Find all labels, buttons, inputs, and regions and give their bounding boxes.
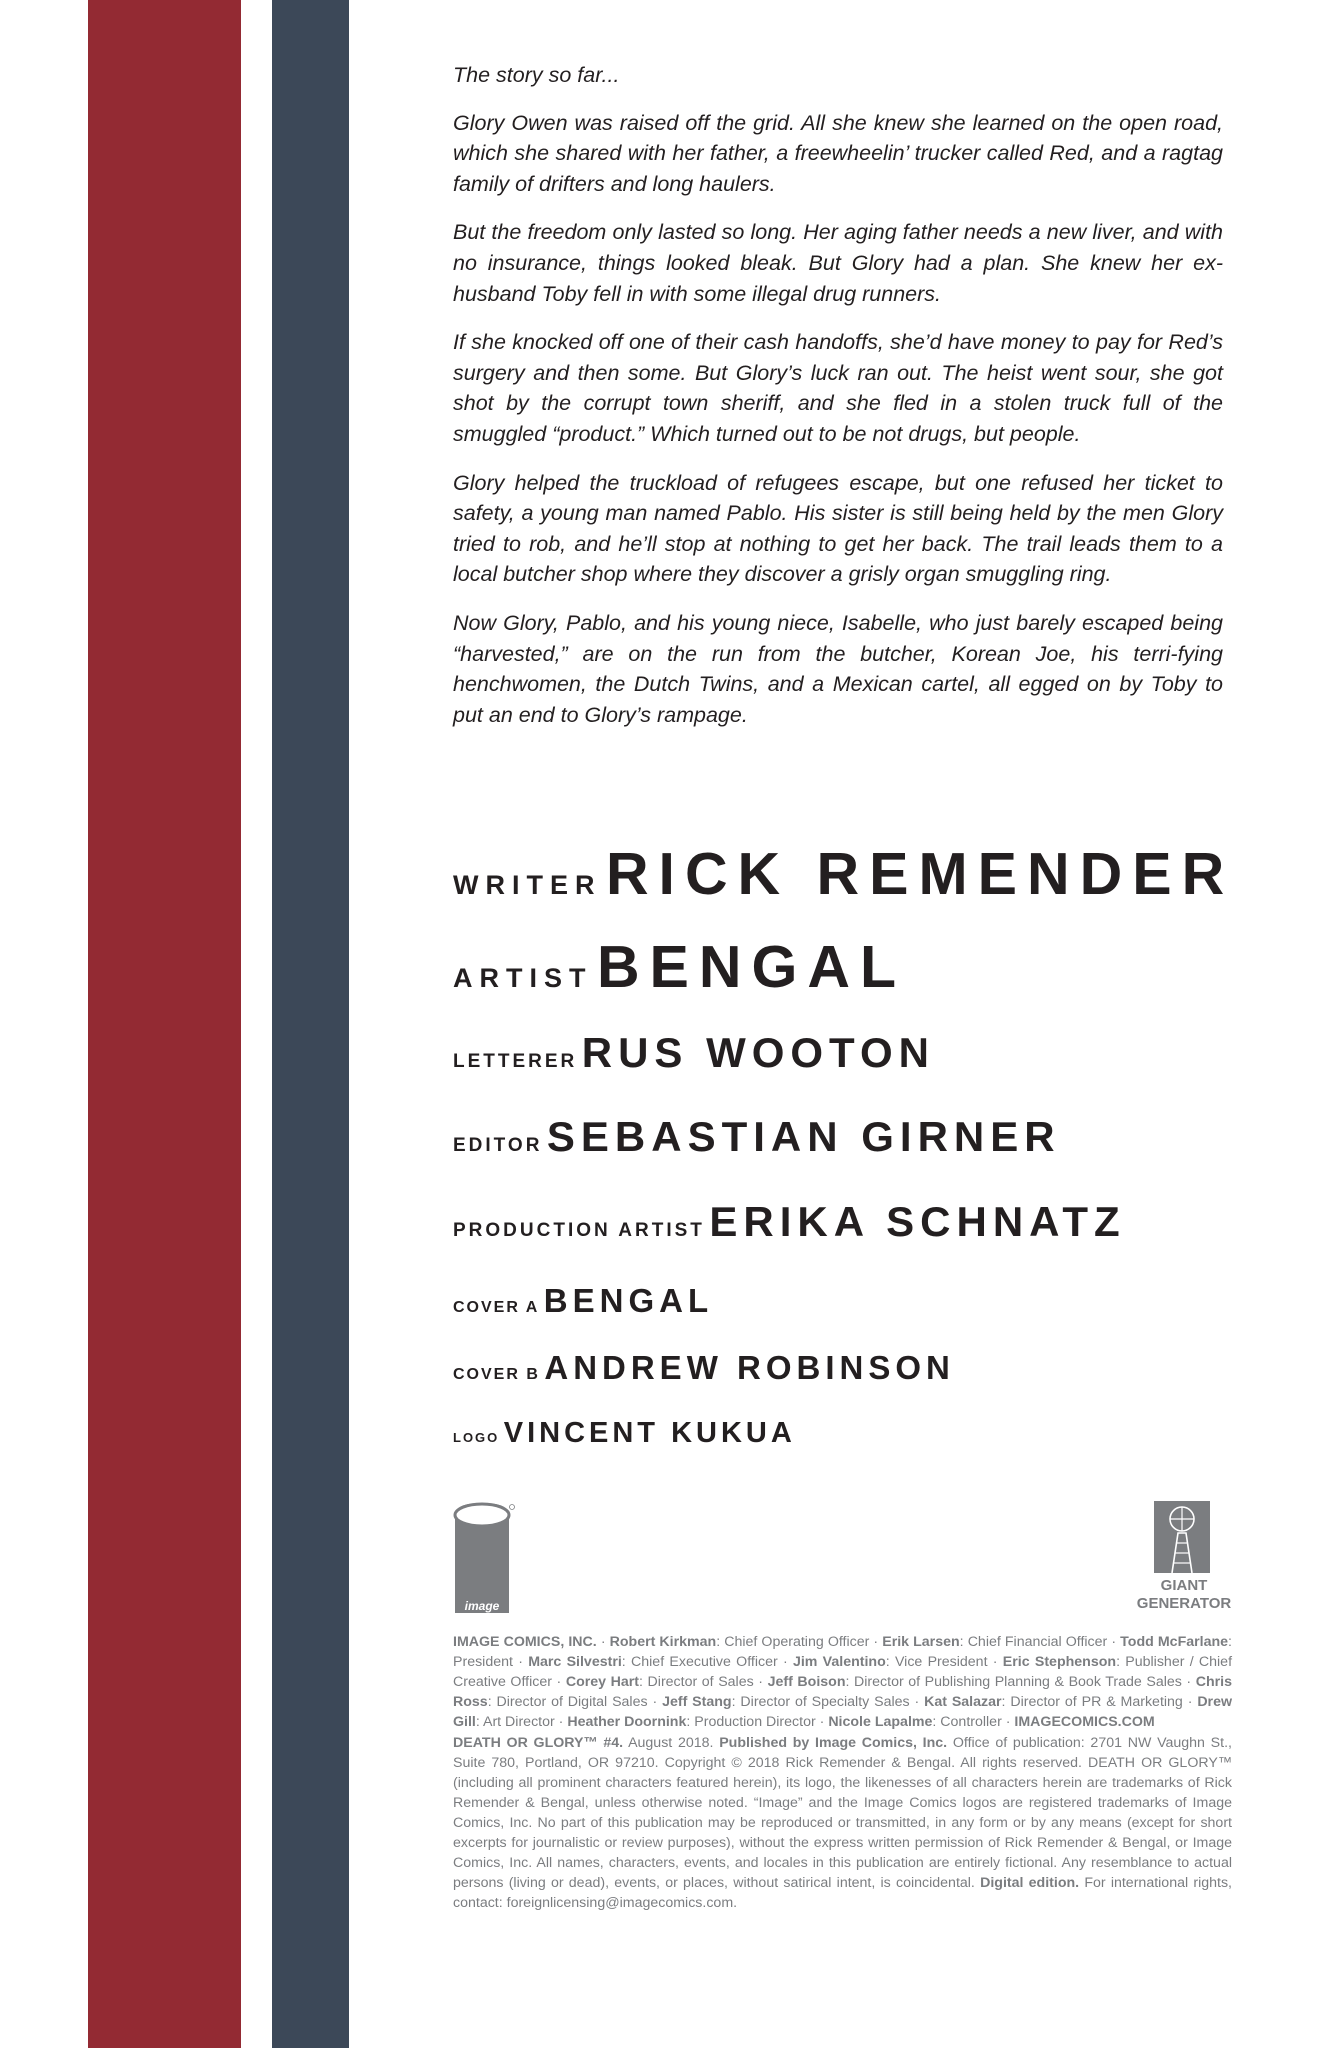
credit-role: COVER A	[453, 1299, 540, 1316]
staff-title: Chief Financial Officer	[967, 1634, 1108, 1650]
credit-role: WRITER	[453, 870, 602, 900]
legal-date: August 2018.	[628, 1735, 714, 1751]
staff-name: Eric Stephenson	[1002, 1654, 1117, 1670]
recap-paragraph: Glory helped the truckload of refugees escape, but one refused her ticket to safety, a young man named Pablo. His sister is still being held by the men Glory tried to rob, and he’ll stop at nothing to get her back. The trail leads them to a local butcher shop where they discover a grisly organ smuggling ring.	[453, 470, 1223, 587]
credit-name: BENGAL	[596, 934, 907, 1000]
credit-logo	[453, 1417, 796, 1450]
staff-title: Director of Sales	[647, 1674, 754, 1690]
legal-issue: DEATH OR GLORY™ #4.	[453, 1735, 624, 1751]
credit-role: LOGO	[453, 1430, 500, 1445]
staff-list: IMAGE COMICS, INC. · Robert Kirkman: Chief Operating Officer · Erik Larsen: Chief Financial Officer · Todd McFarlane: President · Marc Silvestri: Chief Executive Officer · Jim Valentino: Vice President · Eric Stephenson: Publisher / Chief Creative Officer · Corey Hart: Director of Sales · Jeff Boison: Director of Publishing Planning & Book Trade Sales · Chris Ross: Director of Digital Sales · Jeff Stang: Director of Specialty Sales · Kat Salazar: Director of PR & Marketing · Drew Gill: Art Director · Heather Doornink: Production Director · Nicole Lapalme: Controller · IMAGECOMICS.COM	[453, 1634, 1233, 1730]
staff-title: Controller	[940, 1714, 1002, 1730]
credit-artist	[453, 933, 906, 1001]
staff-title: Director of PR & Marketing	[1010, 1694, 1183, 1710]
staff-name: Drew Gill	[453, 1694, 1233, 1730]
giant-logo-line1: GIANT	[1160, 1577, 1208, 1594]
staff-name: Jeff Boison	[767, 1674, 846, 1690]
legal-body: Office of publication: 2701 NW Vaughn St., Suite 780, Portland, OR 97210. Copyright © 2018 Rick Remender & Bengal. All rights reserved. DEATH OR GLORY™ (including all prominent characters featured herein), its logo, the likenesses of all characters herein are trademarks of Rick Remender & Bengal, unless otherwise noted. “Image” and the Image Comics logos are registered trademarks of Image Comics, Inc. No part of this publication may be reproduced or transmitted, in any form or by any means (except for short excerpts for journalistic or review purposes), without the express written permission of Rick Remender & Bengal, or Image Comics, Inc. All names, characters, events, and locales in this publication are entirely fictional. Any resemblance to actual persons (living or dead), events, or places, without satirical intent, is coincidental.	[453, 1735, 1232, 1891]
story-recap	[453, 60, 1223, 748]
credit-cover-b	[453, 1349, 955, 1387]
staff-company: IMAGE COMICS, INC.	[453, 1634, 597, 1650]
staff-name: Chris Ross	[453, 1674, 1232, 1710]
staff-title: Chief Executive Officer	[631, 1654, 778, 1670]
credit-role: ARTIST	[453, 963, 593, 993]
staff-title: Production Director	[694, 1714, 816, 1730]
credit-role: PRODUCTION ARTIST	[453, 1220, 705, 1241]
credit-editor	[453, 1113, 1061, 1161]
image-logo-text: image	[464, 1599, 500, 1613]
recap-paragraph: Now Glory, Pablo, and his young niece, Isabelle, who just barely escaped being “harvested,” are on the run from the butcher, Korean Joe, his terri-fying henchwomen, the Dutch Twins, and a Mexican cartel, all egged on by Toby to put an end to Glory’s rampage.	[453, 610, 1223, 727]
staff-title: Director of Publishing Planning & Book Trade Sales	[854, 1674, 1182, 1690]
staff-name: Erik Larsen	[882, 1634, 960, 1650]
giant-generator-logo	[1136, 1501, 1232, 1615]
credit-cover-a	[453, 1282, 713, 1320]
staff-title: President	[453, 1654, 513, 1670]
credit-role: EDITOR	[453, 1135, 543, 1156]
giant-logo-line2: GENERATOR	[1136, 1595, 1232, 1612]
staff-title: Vice President	[894, 1654, 988, 1670]
credit-role: COVER B	[453, 1366, 540, 1383]
credit-letterer	[453, 1029, 935, 1077]
legal-contact: For international rights, contact: foreignlicensing@imagecomics.com.	[453, 1875, 1232, 1911]
credit-name: RICK REMENDER	[605, 841, 1235, 907]
staff-name: Marc Silvestri	[528, 1654, 622, 1670]
recap-paragraph: If she knocked off one of their cash handoffs, she’d have money to pay for Red’s surgery and then some. But Glory’s luck ran out. The heist went sour, she got shot by the corrupt town sheriff, and she fled in a stolen truck full of the smuggled “product.” Which turned out to be not drugs, but people.	[453, 330, 1223, 446]
credit-name: SEBASTIAN GIRNER	[546, 1113, 1061, 1160]
staff-name: Jeff Stang	[662, 1694, 732, 1710]
staff-title: Director of Specialty Sales	[740, 1694, 910, 1710]
red-stripe	[88, 0, 241, 2048]
legal-notice	[453, 1733, 1232, 1913]
staff-name: Kat Salazar	[924, 1694, 1002, 1710]
staff-name: Nicole Lapalme	[828, 1714, 933, 1730]
credit-writer	[453, 840, 1234, 908]
staff-name: Todd McFarlane	[1120, 1634, 1229, 1650]
recap-paragraph: Glory Owen was raised off the grid. All she knew she learned on the open road, which she shared with her father, a freewheelin’ trucker called Red, and a ragtag family of drifters and long haulers.	[453, 110, 1223, 196]
legal-published-by: Published by Image Comics, Inc.	[719, 1735, 948, 1751]
staff-name: Jim Valentino	[792, 1654, 886, 1670]
staff-title: Publisher / Chief Creative Officer	[453, 1654, 1233, 1690]
staff-title: Chief Operating Officer	[724, 1634, 870, 1650]
staff-title: Art Director	[482, 1714, 555, 1730]
legal-edition: Digital edition.	[980, 1875, 1080, 1891]
staff-name: Corey Hart	[565, 1674, 640, 1690]
staff-name: Robert Kirkman	[609, 1634, 717, 1650]
recap-heading: The story so far...	[453, 63, 620, 87]
credit-name: BENGAL	[543, 1282, 714, 1319]
website-link[interactable]: IMAGECOMICS.COM	[1014, 1714, 1155, 1730]
credit-name: RUS WOOTON	[581, 1029, 935, 1076]
credit-name: ERIKA SCHNATZ	[709, 1198, 1126, 1245]
navy-stripe	[272, 0, 349, 2048]
credit-name: VINCENT KUKUA	[503, 1417, 796, 1449]
image-comics-logo	[453, 1501, 515, 1615]
recap-paragraph: But the freedom only lasted so long. Her aging father needs a new liver, and with no insurance, things looked bleak. But Glory had a plan. She knew her ex-husband Toby fell in with some illegal drug runners.	[453, 220, 1223, 306]
staff-name: Heather Doornink	[567, 1714, 687, 1730]
credit-name: ANDREW ROBINSON	[544, 1349, 955, 1386]
credit-role: LETTERER	[453, 1051, 578, 1072]
staff-title: Director of Digital Sales	[496, 1694, 648, 1710]
credit-production-artist	[453, 1198, 1126, 1246]
